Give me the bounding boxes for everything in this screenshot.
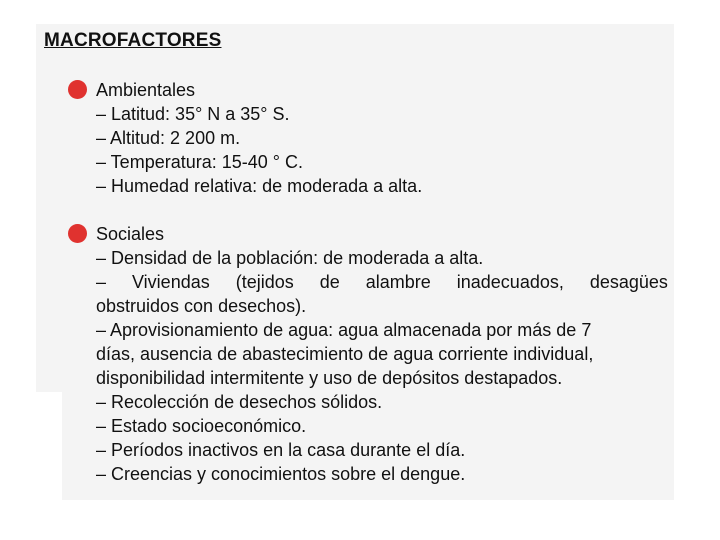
list-item: – Altitud: 2 200 m. — [96, 128, 241, 148]
page-title: MACROFACTORES — [44, 30, 222, 51]
list-item: – Recolección de desechos sólidos. — [96, 392, 383, 412]
list-item: – Latitud: 35° N a 35° S. — [96, 104, 290, 124]
red-bullet-icon — [68, 80, 87, 99]
list-item-continuation: obstruidos con desechos). — [96, 296, 307, 316]
list-item: – Viviendas (tejidos de alambre inadecuados, desagües — [96, 272, 668, 292]
list-item: – Aprovisionamiento de agua: agua almacenada por más de 7 — [96, 320, 592, 340]
list-item: – Creencias y conocimientos sobre el dengue. — [96, 464, 466, 484]
red-bullet-icon — [68, 224, 87, 243]
section-heading-ambientales: Ambientales — [96, 80, 196, 100]
list-item-continuation: disponibilidad intermitente y uso de depósitos destapados. — [96, 368, 563, 388]
section-heading-sociales: Sociales — [96, 224, 165, 244]
list-item-continuation: días, ausencia de abastecimiento de agua corriente individual, — [96, 344, 594, 364]
list-item: – Estado socioeconómico. — [96, 416, 307, 436]
list-item: – Temperatura: 15-40 ° C. — [96, 152, 303, 172]
list-item: – Densidad de la población: de moderada a alta. — [96, 248, 484, 268]
list-item: – Humedad relativa: de moderada a alta. — [96, 176, 423, 196]
list-item: – Períodos inactivos en la casa durante el día. — [96, 440, 466, 460]
